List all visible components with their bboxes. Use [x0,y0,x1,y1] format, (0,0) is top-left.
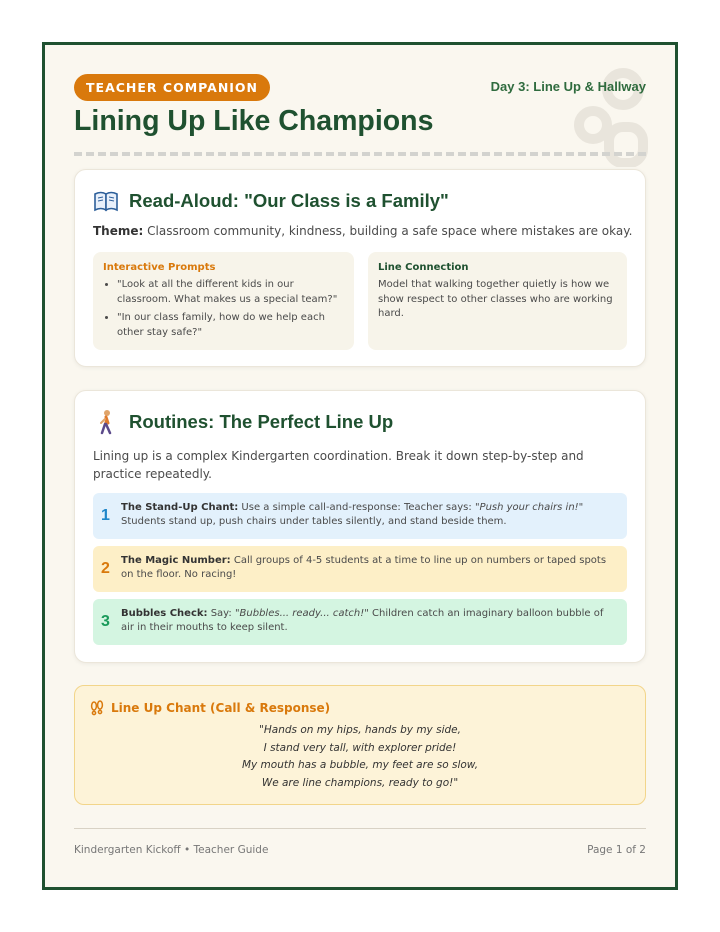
footprints-icon [89,700,105,716]
read-aloud-card [74,169,646,367]
step-number: 2 [101,560,110,577]
step-text: The Magic Number: Call groups of 4-5 students at a time to line up on numbers or taped spots on the floor. No racing! [121,555,607,580]
footer-divider [74,828,646,829]
line-connection-text: Model that walking together quietly is how we show respect to other classes who are working hard. [378,279,613,319]
step-number: 1 [101,507,110,524]
chant-line: I stand very tall, with explorer pride! [263,741,457,754]
step-text: The Stand-Up Chant: Use a simple call-and-response: Teacher says: "Push your chairs in!" Students stand up, push chairs under tables silently, and stand beside them. [121,502,584,527]
step-number: 3 [101,613,110,630]
chant-lines [75,722,645,792]
page-title: Lining Up Like Champions [74,105,434,137]
chant-title: Line Up Chant (Call & Response) [111,701,331,715]
chant-box [74,685,646,805]
step-text: Bubbles Check: Say: "Bubbles... ready... catch!" Children catch an imaginary balloon bubble of air in their mouths to keep silent. [121,608,604,633]
routines-card [74,390,646,663]
walking-person-icon [93,409,119,435]
read-aloud-header [93,188,449,214]
chant-line: My mouth has a bubble, my feet are so slow, [241,759,479,771]
read-aloud-title: Read-Aloud: "Our Class is a Family" [129,190,449,211]
theme-text: Classroom community, kindness, building a safe space where mistakes are okay. [143,224,633,238]
line-connection-box [368,252,627,350]
routine-step-2 [93,546,627,592]
chant-line: "Hands on my hips, hands by my side, [259,724,461,736]
theme-label: Theme: [93,224,144,238]
teacher-companion-badge: TEACHER COMPANION [74,74,270,101]
interactive-prompts-box [93,252,354,350]
chant-line: We are line champions, ready to go!" [261,776,459,789]
routines-title: Routines: The Perfect Line Up [129,411,394,432]
chant-header [89,700,330,716]
book-icon [93,188,119,214]
routine-step-3 [93,599,627,645]
dashed-divider [74,152,646,156]
routines-header [93,409,393,435]
routine-step-1 [93,493,627,539]
list-item: • "In our class family, how do we help each other stay safe?" [117,311,344,340]
list-item: • "Look at all the different kids in our classroom. What makes us a special team?" [117,278,344,307]
footer-guide-label: Kindergarten Kickoff • Teacher Guide [74,844,269,856]
page [42,42,678,890]
page-number: Page 1 of 2 [587,844,646,856]
day-label: Day 3: Line Up & Hallway [490,79,646,94]
prompts-list [103,278,344,340]
line-connection-title: Line Connection [378,262,469,273]
theme-line [93,224,632,238]
routines-intro: Lining up is a complex Kindergarten coordination. Break it down step-by-step and practice repeatedly. [93,449,584,481]
interactive-prompts-title: Interactive Prompts [103,262,216,273]
